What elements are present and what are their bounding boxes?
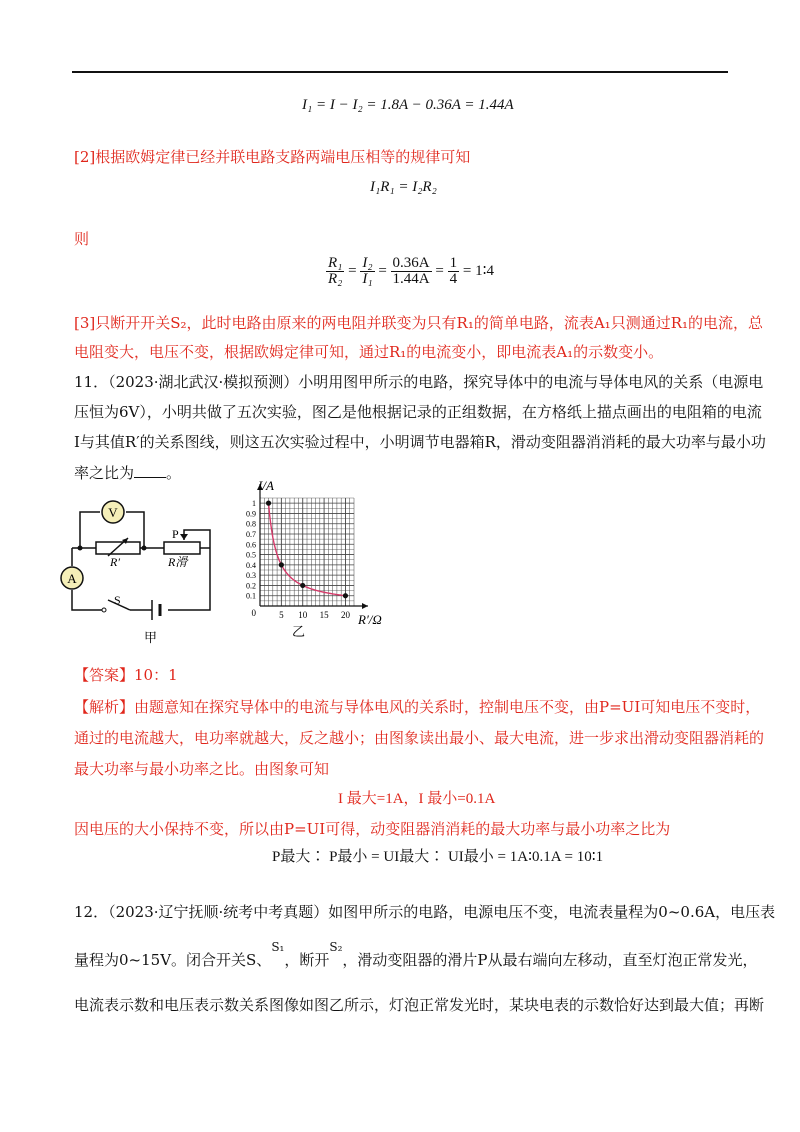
analysis-line2: 通过的电流越大，电功率就越大，反之越小；由图象读出最小、最大电流，进一步求出滑动变阻器消耗的 <box>74 729 765 747</box>
origin-label: 0 <box>251 608 256 618</box>
analysis-label: 【解析】 <box>74 698 135 716</box>
y-tick-label: 0.3 <box>246 571 256 581</box>
q11-end: 。 <box>166 464 182 482</box>
slider-arrow-icon <box>180 534 188 540</box>
question-11-line4 <box>74 465 181 481</box>
fraction-r <box>326 256 344 287</box>
question-12-line3: 电流表示数和电压表示数关系图像如图乙所示，灯泡正常发光时，某块电表的示数恰好达到最大值；再断 <box>74 996 765 1014</box>
answer-label: 【答案】 <box>74 666 135 684</box>
x-tick-label: 15 <box>319 610 329 620</box>
data-point <box>343 593 348 598</box>
q12-text-c: ，滑动变阻器的滑片P从最右端向左移动，直至灯泡正常发光， <box>342 951 758 969</box>
question-11-line3: I与其值R′的关系图线，则这五次实验过程中，小明调节电器箱R，滑动变阻器消消耗的最大功率与最小功 <box>74 433 766 451</box>
voltmeter-label: V <box>108 505 118 520</box>
y-tick-label: 0.1 <box>246 591 256 601</box>
x-axis-arrow-icon <box>362 603 368 609</box>
solution-step-3-line1: [3]只断开开关S₂，此时电路由原来的两电阻并联变为只有R₁的简单电路，流表A₁只测通过R₁的电流，总 <box>74 314 764 332</box>
y-tick-label: 1 <box>252 499 256 509</box>
junction-dot <box>142 546 147 551</box>
analysis-line4: 因电压的大小保持不变，所以由P=UI可得，动变阻器消消耗的最大功率与最小功率之比为 <box>74 820 671 838</box>
q12-text-b: ，断开 <box>284 951 330 969</box>
ammeter-label: A <box>67 571 77 586</box>
chart-caption: 乙 <box>291 624 305 639</box>
fraction-i <box>360 256 374 287</box>
y-tick-label: 0.8 <box>246 519 256 529</box>
q11-text: 率之比为 <box>74 464 135 482</box>
junction-dot <box>78 546 83 551</box>
resistor-box-label: R′ <box>110 555 120 569</box>
ratio-result: = 1∶4 <box>462 262 494 279</box>
then-label: 则 <box>74 230 90 248</box>
y-tick-label: 0.2 <box>246 581 256 591</box>
fraction-values <box>391 256 432 287</box>
solution-step-3-line2: 电阻变大，电压不变，根据欧姆定律可知，通过R₁的电流变小，即电流表A₁的示数变小。 <box>74 343 664 361</box>
y-axis-label: I/A <box>258 478 274 493</box>
equation-power-ratio: P最大∶ P最小 = UI最大∶ UI最小 = 1A∶0.1A = 10∶1 <box>272 849 604 865</box>
x-tick-label: 20 <box>340 610 350 620</box>
equation-current-sum: I₁ = I − I₂ = 1.8A − 0.36A = 1.44A <box>302 97 514 113</box>
question-12-line2 <box>74 940 758 969</box>
rheostat-label: R滑 <box>168 555 188 569</box>
equation-resistance-ratio: $\frac{\text{R₁}}{\text{R₂}}$ = $\frac{\text{I₂}}{\text{I₁}}$ = $\frac{0.36A}{1.44A}$ = $\frac{1}{4}$ = 1∶4 <box>328 255 494 287</box>
question-11-line2: 压恒为6V），小明共做了五次实验，图乙是他根据记录的正组数据，在方格纸上描点画出的电阻箱的电流 <box>74 403 762 421</box>
q12-text-a: 量程为0~15V。闭合开关S、 <box>74 951 272 969</box>
answer-line <box>74 668 178 683</box>
top-rule <box>72 71 728 73</box>
slider-label: P <box>172 527 179 541</box>
frac-den: I₁ <box>362 271 373 287</box>
x-tick-label: 10 <box>298 610 308 620</box>
frac-den: 4 <box>449 271 458 287</box>
equation-current-range: I 最大=1A，I 最小=0.1A <box>338 791 496 807</box>
y-tick-label: 0.7 <box>246 530 256 539</box>
circuit-diagram <box>60 490 240 650</box>
frac-num: I₂ <box>362 255 373 271</box>
frac-num: R₁ <box>328 255 343 271</box>
question-11-line1: 11．（2023·湖北武汉·模拟预测）小明用图甲所示的电路，探究导体中的电流与导体电风的关系（电源电 <box>74 373 764 391</box>
switch-s2-label: S₂ <box>329 940 343 954</box>
data-point <box>300 583 305 588</box>
data-point <box>279 562 284 567</box>
y-tick-label: 0.4 <box>246 560 256 570</box>
fraction-quarter <box>448 256 460 287</box>
current-resistance-chart <box>236 478 406 648</box>
answer-value: 10：1 <box>134 666 178 684</box>
analysis-line3: 最大功率与最小功率之比。由图象可知 <box>74 760 330 778</box>
switch-label: S <box>114 593 121 607</box>
answer-blank <box>134 465 166 478</box>
solution-step-2: [2]根据欧姆定律已经并联电路支路两端电压相等的规律可知 <box>74 148 471 166</box>
frac-num: 1 <box>449 255 458 271</box>
data-point <box>266 501 271 506</box>
frac-den: 1.44A <box>392 271 430 287</box>
analysis-line1 <box>74 700 760 715</box>
y-tick-label: 0.6 <box>246 540 256 550</box>
x-tick-label: 5 <box>279 610 284 620</box>
question-12-line1: 12．（2023·辽宁抚顺·统考中考真题）如图甲所示的电路，电源电压不变，电流表量程为0~0.6A，电压表 <box>74 903 776 921</box>
switch-contact <box>102 608 106 612</box>
analysis-text: 由题意知在探究导体中的电流与导体电风的关系时，控制电压不变，由P=UI可知电压不变时， <box>134 698 761 716</box>
y-tick-label: 0.9 <box>246 509 256 519</box>
equation-ohm-parallel: I₁R₁ = I₂R₂ <box>370 179 437 195</box>
switch-s1-label: S₁ <box>271 940 285 954</box>
x-axis-label: R′/Ω <box>358 612 382 627</box>
circuit-caption: 甲 <box>144 630 158 645</box>
y-tick-label: 0.5 <box>246 550 256 560</box>
frac-num: 0.36A <box>392 255 430 271</box>
frac-den: R₂ <box>328 271 343 287</box>
